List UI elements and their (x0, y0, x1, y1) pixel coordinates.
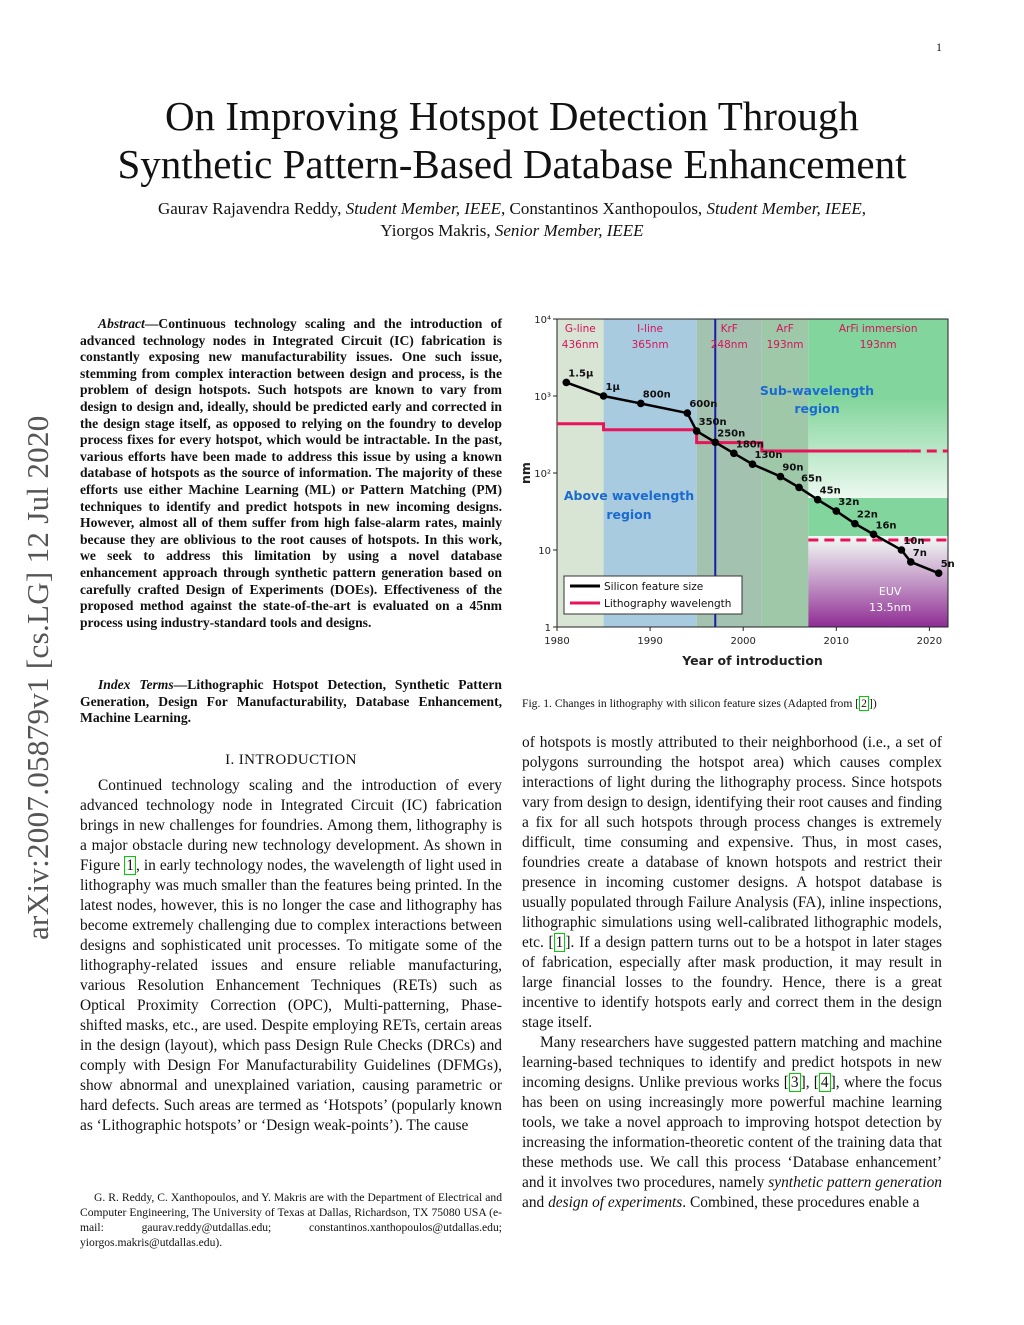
silicon-label-5: 250n (717, 428, 746, 440)
right-text-3: Many researchers have suggested pattern matching and machine learning-based techniques to identify and predict hotspots in new incoming designs. Unlike previous works (522, 1034, 942, 1091)
right-text-6: and (522, 1194, 549, 1211)
right-column-text (522, 733, 942, 1213)
x-tick-label-1: 1990 (637, 636, 663, 647)
right-text-5: , where the focus has been on using increasingly more powerful machine learning tools, we take a novel approach to improving hotspot detection by increasing the information-theoretic content of the training data that these methods use. We call this process ‘Database enhancement’ and it involves two procedures, namely (522, 1074, 942, 1191)
silicon-label-2: 800n (642, 389, 671, 401)
x-tick-label-0: 1980 (544, 636, 570, 647)
legend-wavelength-label: Lithography wavelength (604, 598, 732, 610)
reference-3-link[interactable]: 3 (790, 1074, 799, 1091)
silicon-point-2 (637, 400, 645, 408)
introduction-paragraph (80, 776, 502, 1136)
author-2-role: Student Member, IEEE (706, 199, 862, 218)
author-line-1 (62, 198, 962, 220)
silicon-label-6: 180n (735, 439, 764, 451)
y-tick-label-2: 10² (534, 469, 551, 480)
silicon-label-16: 5n (940, 559, 955, 571)
silicon-label-1: 1µ (605, 382, 620, 393)
silicon-point-1 (600, 392, 608, 400)
right-text-2: . If a design pattern turns out to be a hotspot in later stages of fabrication, especially after mask production, it may result in large financial losses to the foundry. Hence, there is a great incentive to identify hotspots early and correct them in the design stage itself. (522, 934, 942, 1031)
silicon-point-9 (795, 484, 803, 492)
legend-silicon-label: Silicon feature size (604, 581, 704, 593)
right-emph-2: design of experiments (548, 1194, 683, 1211)
silicon-point-7 (749, 460, 757, 468)
region-name-2: KrF (720, 323, 738, 335)
silicon-point-8 (777, 473, 785, 481)
y-tick-label-0: 1 (544, 623, 551, 634)
euv-wavelength: 13.5nm (869, 601, 912, 614)
above-wavelength-label-2: region (606, 507, 652, 522)
silicon-label-11: 32n (838, 497, 860, 509)
index-terms-label: Index Terms (98, 677, 174, 692)
arxiv-identifier: arXiv:2007.05879v1 [cs.LG] 12 Jul 2020 (20, 415, 55, 940)
author-1: Gaurav Rajavendra Reddy, (157, 199, 342, 218)
caption-text: Fig. 1. Changes in lithography with silicon feature sizes (Adapted from (522, 697, 856, 710)
silicon-label-8: 90n (782, 462, 804, 474)
lithography-chart (512, 308, 962, 678)
silicon-point-10 (814, 496, 822, 504)
author-3: Yiorgos Makris, (380, 221, 491, 240)
paper-title (62, 92, 962, 188)
index-terms-text: —Lithographic Hotspot Detection, Synthetic Pattern Generation, Design For Manufacturability, Database Enhancement, Machine Learning. (80, 677, 502, 726)
page-number: 1 (936, 40, 942, 54)
x-axis-title: Year of introduction (682, 653, 823, 668)
right-paragraph-1: of hotspots is mostly attributed to their neighborhood (i.e., a set of polygons surrounding the hotspot area) which causes complex interactions of light during the lithography process. Since hotspots vary from design to design, identifying their root causes and finding a fix for all such hotspots through process changes is extremely difficult, time consuming and expensive. Thus, in most cases, foundries create a database of known hotspots and restrict their presence in incoming customer designs. A hotspot database is usually populated through Failure Analysis (FA), inline inspections, lithographic simulations using well-calibrated lithographic models, etc. [ 1 ]. If a design pattern turns out to be a hotspot in later stages of fabrication, especially after mask production, it may result in large financial losses to the foundry. Hence, there is a great incentive to identify hotspots early and correct them in the design stage itself. (522, 734, 942, 1031)
y-tick-label-4: 10⁴ (534, 315, 551, 326)
silicon-label-3: 600n (689, 399, 718, 411)
reference-1-link[interactable]: 1 (555, 934, 564, 951)
author-sep: , (861, 199, 867, 218)
silicon-point-11 (832, 507, 840, 515)
silicon-label-7: 130n (754, 450, 783, 462)
index-terms (80, 677, 502, 727)
author-block (62, 198, 962, 242)
figure-caption: Fig. 1. Changes in lithography with silicon feature sizes (Adapted from [ 2 ]) (522, 697, 877, 710)
silicon-point-15 (907, 558, 915, 566)
title-line-2: Synthetic Pattern-Based Database Enhancement (117, 141, 907, 187)
silicon-label-12: 22n (856, 509, 878, 521)
silicon-point-3 (684, 409, 692, 417)
x-tick-label-3: 2010 (823, 636, 850, 647)
sub-wavelength-label-2: region (794, 401, 840, 416)
silicon-point-12 (851, 520, 859, 528)
silicon-label-9: 65n (801, 473, 823, 485)
silicon-label-10: 45n (819, 485, 841, 497)
silicon-label-4: 350n (698, 417, 727, 429)
right-emph-1: synthetic pattern generation (768, 1174, 942, 1191)
silicon-point-5 (711, 439, 719, 447)
x-tick-label-2: 2000 (730, 636, 756, 647)
region-wavelength-2: 248nm (710, 339, 748, 351)
right-paragraph-2: Many researchers have suggested pattern matching and machine learning-based techniques to identify and predict hotspots in new incoming designs. Unlike previous works [ 3 ], [ 4 ], where the focus has been on using increasingly more powerful machine learning tools, we take a novel approach to improving hotspot detection by increasing the information-theoretic content of the training data that these methods use. We call this process ‘Database enhancement’ and it involves two procedures, namely synthetic pattern generation and design of experiments. Combined, these procedures enable a (522, 1034, 942, 1211)
author-3-role: Senior Member, IEEE (494, 221, 644, 240)
right-text-1: of hotspots is mostly attributed to their neighborhood (i.e., a set of polygons surrounding the hotspot area) which causes complex interactions of light during the lithography process. Since hotspots vary from design to design, identifying their root causes and finding a fix for all such hotspots through process changes is extremely difficult, time consuming and expensive. Thus, in most cases, foundries create a database of known hotspots and restrict their presence in incoming customer designs. A hotspot database is usually populated through Failure Analysis (FA), inline inspections, lithographic simulations using well-calibrated lithographic models, etc. (522, 734, 942, 951)
abstract (80, 316, 502, 631)
silicon-point-13 (870, 530, 878, 538)
region-wavelength-1: 365nm (631, 339, 669, 351)
region-wavelength-0: 436nm (561, 339, 599, 351)
intro-text-2: , in early technology nodes, the wavelength of light used in lithography was much smaller than the features being printed. In the latest nodes, however, this is no longer the case and lithography has become extremely challenging due to complex interactions between designs and sophisticated unit processes. To mitigate some of the lithography-related issues and ensure reliable manufacturing, various Resolution Enhancement Techniques (RETs) such as Optical Proximity Correction (OPC), Multi-patterning, Phase-shifted masks, etc., are used. Despite employing RETs, certain areas in the design (layout), which pass Design Rule Checks (DRCs) and comply with Design For Manufacturability Guidelines (DFMGs), show abnormal and unexplained variation, causing parametric or hard defects. Such areas are termed as ‘Hotspots’ (popularly known as ‘Lithographic hotspots’ or ‘Design weak-points’). The cause (80, 857, 503, 1134)
silicon-label-15: 7n (912, 547, 927, 559)
silicon-label-13: 16n (875, 520, 897, 532)
caption-end: ) (872, 697, 877, 710)
silicon-point-4 (693, 427, 701, 435)
silicon-label-14: 10n (903, 536, 925, 547)
author-2: , Constantinos Xanthopoulos, (501, 199, 703, 218)
intro-text-1: Continued technology scaling and the introduction of every advanced technology node in Integrated Circuit (IC) fabrication brings in new challenges for foundries. Among them, lithography is a major obstacle during new technology development. As shown in Figure (80, 777, 502, 874)
region-name-4: ArFi immersion (838, 323, 918, 335)
euv-name: EUV (878, 585, 902, 598)
silicon-label-0: 1.5µ (568, 368, 594, 380)
region-name-0: G-line (564, 323, 596, 335)
silicon-point-0 (563, 379, 571, 387)
figure-1 (512, 308, 962, 678)
abstract-label: Abstract (98, 316, 145, 331)
right-text-4: , (805, 1074, 814, 1091)
section-heading: I. INTRODUCTION (225, 752, 357, 768)
abstract-text: —Continuous technology scaling and the introduction of advanced technology nodes in Integrated Circuit (IC) fabrication is constantly exposing new manufacturability issues. One such issue, stemming from complex interaction between design and process, is the problem of design hotspots. Such hotspots are known to vary from design to design and, ideally, should be predicted early and corrected in the design stage itself, as opposed to relying on the foundry to develop process fixes for every hotspot, which would be intractable. In the past, various efforts have been made to address this issue by using a known database of hotspots as the source of information. The majority of these efforts use either Machine Learning (ML) or Pattern Matching (PM) techniques to identify and predict hotspots in new incoming designs. However, almost all of them suffer from high false-alarm rates, mainly because they are oblivious to the root causes of hotspots. In this work, we seek to address this limitation by using a novel database enhancement approach through synthetic pattern generation based on carefully crafted Design of Experiments (DOEs). Effectiveness of the proposed method against the state-of-the-art is evaluated on a 45nm process using industry-standard tools and designs. (80, 316, 502, 630)
sub-wavelength-label: Sub-wavelength (759, 383, 875, 398)
above-wavelength-label: Above wavelength (563, 488, 695, 503)
reference-2-link[interactable]: 2 (861, 697, 867, 710)
region-wavelength-3: 193nm (766, 339, 804, 351)
y-axis-title: nm (518, 462, 533, 484)
y-tick-label-1: 10 (538, 546, 551, 557)
region-name-1: I-line (637, 323, 664, 335)
right-text-7: . Combined, these procedures enable a (682, 1194, 920, 1211)
author-line-2 (62, 220, 962, 242)
reference-4-link[interactable]: 4 (820, 1074, 829, 1091)
author-footnote: G. R. Reddy, C. Xanthopoulos, and Y. Makris are with the Department of Electrical and Computer Engineering, The University of Texas at Dallas, Richardson, TX 75080 USA (e-mail: gaurav.reddy@utdallas.edu; constantinos.xanthopoulos@utdallas.edu; yiorgos.makris@utdallas.edu). (80, 1191, 502, 1249)
author-1-role: Student Member, IEEE (345, 199, 502, 218)
y-tick-label-3: 10³ (534, 392, 551, 403)
title-line-1: On Improving Hotspot Detection Through (165, 93, 859, 139)
silicon-point-6 (730, 450, 738, 458)
region-name-3: ArF (776, 323, 794, 335)
silicon-point-14 (898, 546, 906, 554)
x-tick-label-4: 2020 (916, 636, 943, 647)
region-wavelength-4: 193nm (859, 339, 897, 351)
silicon-point-16 (935, 569, 943, 577)
figure-1-link[interactable]: 1 (126, 857, 134, 874)
